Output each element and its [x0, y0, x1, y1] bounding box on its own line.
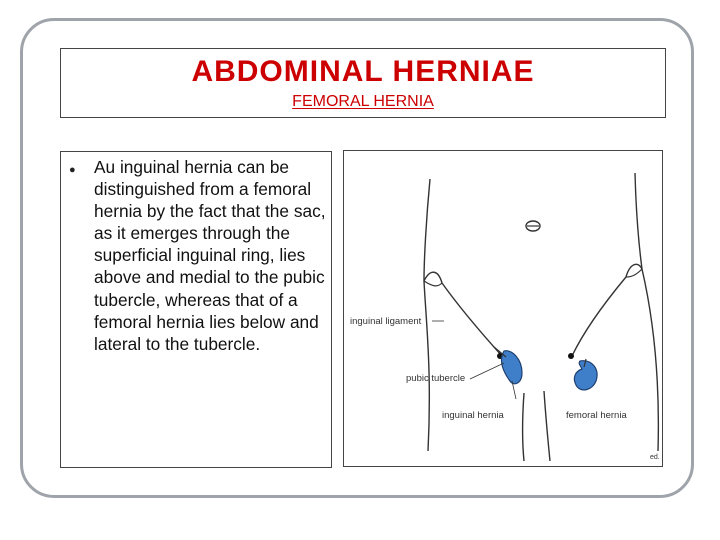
bullet-icon: ●: [69, 164, 76, 176]
figure-signature: ed.: [650, 454, 660, 461]
label-femoral-hernia: femoral hernia: [566, 410, 627, 421]
bullet-text: Au inguinal hernia can be distinguished from a femoral hernia by the fact that the sac, as it emerges through the superficial inguinal ring, lies above and medial to the pubic tubercle, whereas that of a femoral hernia lies below and lateral to the tubercle.: [94, 157, 326, 354]
femoral-hernia-sac: [574, 361, 597, 390]
torso-right-outline: [635, 173, 642, 269]
right-thigh-outline: [642, 269, 658, 451]
label-inguinal-hernia: inguinal hernia: [442, 410, 504, 421]
slide-subtitle: FEMORAL HERNIA: [292, 93, 434, 110]
pubic-tubercle-right: [568, 353, 574, 359]
text-box: [60, 151, 332, 468]
torso-left-outline: [424, 179, 430, 281]
anatomy-figure: [343, 150, 663, 467]
left-thigh-outline: [424, 281, 429, 451]
inguinal-ligament-line: [442, 283, 502, 356]
label-inguinal-ligament: inguinal ligament: [350, 316, 422, 327]
title-box: [60, 48, 666, 118]
anatomy-diagram: [344, 151, 664, 468]
label-pubic-tubercle: pubic tubercle: [406, 373, 466, 384]
slide-title: ABDOMINAL HERNIAE: [191, 55, 535, 88]
